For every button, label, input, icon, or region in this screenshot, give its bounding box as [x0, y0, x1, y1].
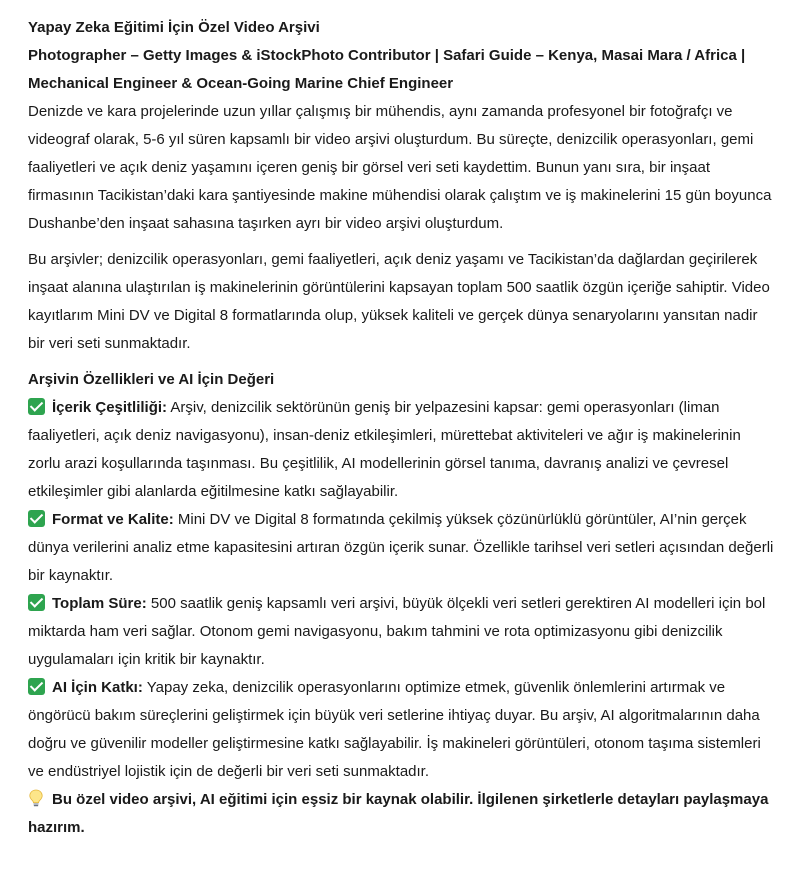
feature-text: Arşiv, denizcilik sektörünün geniş bir yelpazesini kapsar: gemi operasyonları (liman faaliyetleri, açık deniz navigasyonu), insan-deniz etkileşimleri, mürettebat aktiviteleri ve ağır iş makinelerinin zorlu arazi koşullarında taşınması. Bu çeşitlilik, AI modellerinin görsel tanıma, davranış analizi ve çevresel etkileşimler gibi alanlarda eğitilmesine katkı sağlayabilir. — [28, 399, 741, 500]
closing-statement — [28, 786, 776, 842]
features-heading: Arşivin Özellikleri ve AI İçin Değeri — [28, 371, 275, 388]
check-icon — [28, 594, 45, 611]
feature-text: Mini DV ve Digital 8 formatında çekilmiş yüksek çözünürlüklü görüntüler, AI’nin gerçek dünya verilerini analiz etme kapasitesini artıran özgün içerik sunar. Özellikle tarihsel veri setleri açısından değerli bir kaynaktır. — [28, 511, 774, 584]
paragraph-intro: Denizde ve kara projelerinde uzun yıllar çalışmış bir mühendis, aynı zamanda profesyonel bir fotoğrafçı ve videograf olarak, 5-6 yıl süren kapsamlı bir video arşivi oluşturdum. Bu süreçte, denizcilik operasyonları, gemi faaliyetleri ve açık deniz yaşamını içeren geniş bir görsel veri seti kaydettim. Bunun yanı sıra, bir inşaat firmasının Tacikistan’daki kara şantiyesinde makine mühendisi olarak çalıştım ve iş makinelerini 15 gün boyunca Dushanbe’den inşaat sahasına taşırken ayrı bir video arşivi oluşturdum. — [28, 103, 772, 232]
check-icon — [28, 678, 45, 695]
document-subtitle: Photographer – Getty Images & iStockPhoto Contributor | Safari Guide – Kenya, Masai Mara / Africa | Mechanical Engineer & Ocean-Going Marine Chief Engineer — [28, 47, 746, 92]
feature-content-diversity — [28, 394, 776, 506]
feature-text: 500 saatlik geniş kapsamlı veri arşivi, büyük ölçekli veri setleri gerektiren AI modelleri için bol miktarda ham veri sağlar. Otonom gemi navigasyonu, bakım tahmini ve rota optimizasyonu gibi denizcilik uygulamaları için kritik bir kaynaktır. — [28, 595, 766, 668]
feature-title: Format ve Kalite: — [52, 511, 174, 528]
feature-text: Yapay zeka, denizcilik operasyonlarını optimize etmek, güvenlik önlemlerini artırmak ve öngörücü bakım süreçlerini geliştirmek için büyük veri setlerine ihtiyaç duyar. Bu arşiv, AI algoritmalarının daha doğru ve güvenilir modeller geliştirmesine katkı sağlayabilir. İş makineleri görüntüleri, otonom taşıma sistemleri ve endüstriyel lojistik için de değerli bir veri seti sunmaktadır. — [28, 679, 761, 780]
feature-title: İçerik Çeşitliliği: — [52, 399, 168, 416]
lightbulb-icon — [28, 789, 44, 807]
paragraph-gap — [28, 358, 776, 366]
feature-format-quality — [28, 506, 776, 590]
feature-ai-contribution — [28, 674, 776, 786]
paragraph-gap — [28, 238, 776, 246]
paragraph-archive: Bu arşivler; denizcilik operasyonları, gemi faaliyetleri, açık deniz yaşamı ve Tacikistan’da dağlardan geçirilerek inşaat alanına ulaştırılan iş makinelerinin görüntülerini kapsayan toplam 500 saatlik özgün içeriğe sahiptir. Video kayıtlarım Mini DV ve Digital 8 formatlarında olup, yüksek kaliteli ve gerçek dünya senaryolarını yansıtan nadir bir veri seti sunmaktadır. — [28, 251, 770, 352]
check-icon — [28, 398, 45, 415]
feature-title: AI İçin Katkı: — [52, 679, 143, 696]
feature-title: Toplam Süre: — [52, 595, 147, 612]
check-icon — [28, 510, 45, 527]
closing-text: Bu özel video arşivi, AI eğitimi için eşsiz bir kaynak olabilir. İlgilenen şirketlerle detayları paylaşmaya hazırım. — [28, 791, 769, 836]
document-title: Yapay Zeka Eğitimi İçin Özel Video Arşivi — [28, 19, 320, 36]
feature-total-duration — [28, 590, 776, 674]
